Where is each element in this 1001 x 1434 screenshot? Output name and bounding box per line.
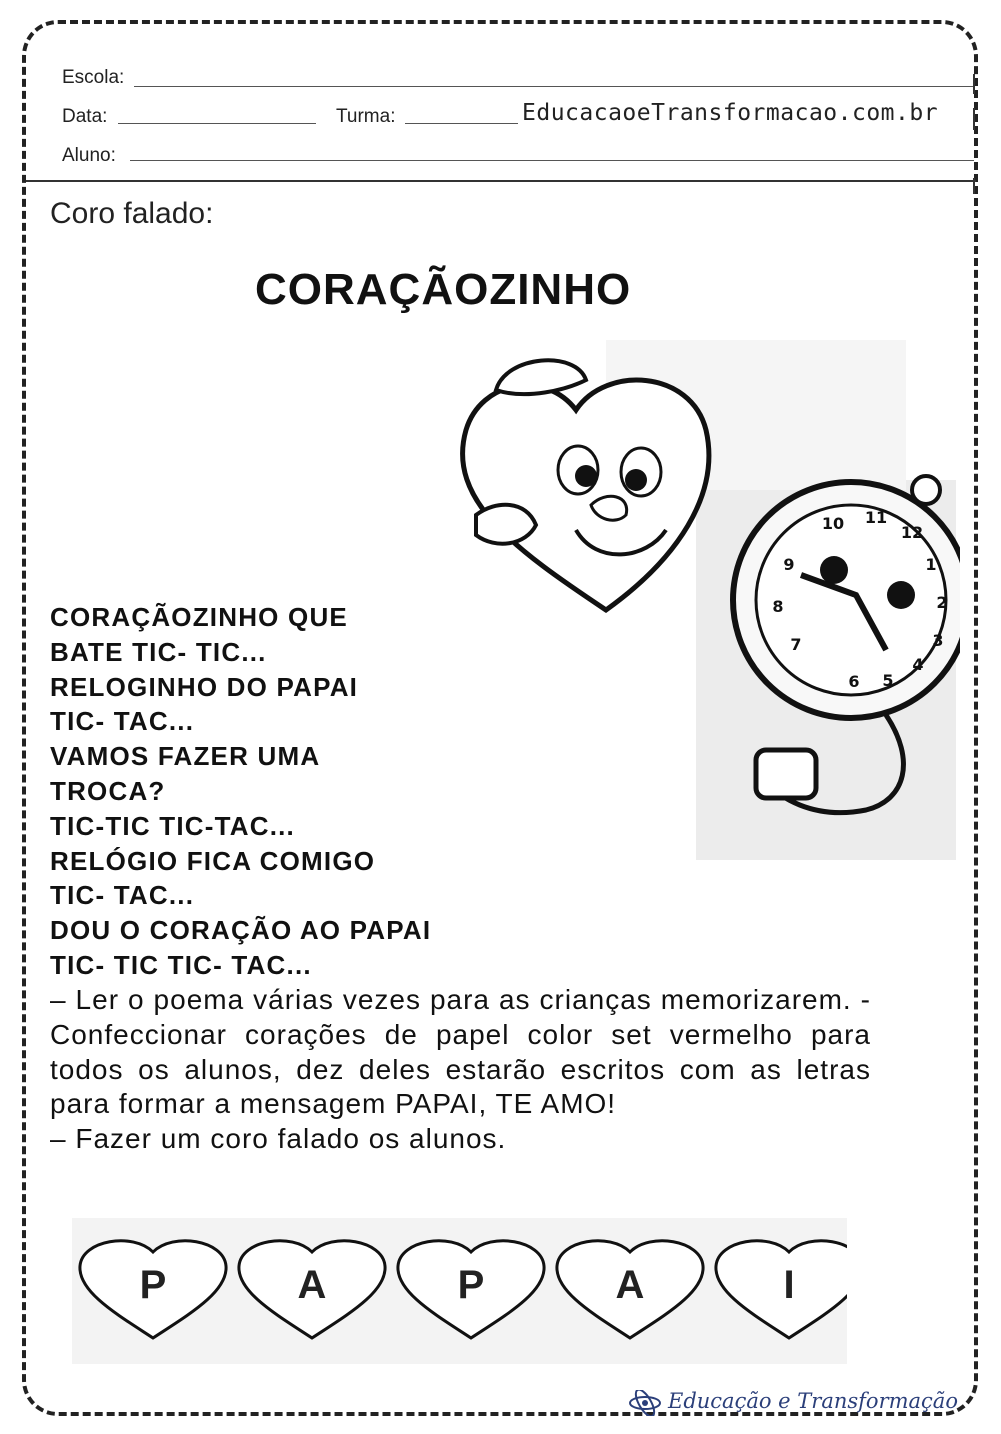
clock-number: 4 (912, 655, 924, 674)
instruction-paragraph: – Fazer um coro falado os alunos. (50, 1123, 507, 1155)
heart-letter: A (615, 1263, 645, 1307)
clock-number: 5 (882, 671, 894, 690)
clock-number: 12 (900, 523, 924, 542)
heart-clock-drawing (456, 330, 960, 860)
margin-tick (973, 74, 975, 94)
school-label: Escola: (62, 67, 125, 88)
clock-number: 6 (848, 672, 860, 691)
poem-line: BATE TIC- TIC... (50, 636, 267, 667)
clock-number: 2 (936, 593, 948, 612)
poem-line: TIC-TIC TIC-TAC... (50, 810, 295, 841)
poem-line: CORAÇÃOZINHO QUE (50, 602, 348, 632)
poem (50, 600, 431, 983)
heart-letter: I (783, 1263, 795, 1307)
activity-subtitle: Coro falado: (50, 197, 214, 230)
date-field[interactable] (118, 123, 316, 124)
clock-number: 1 (925, 555, 937, 574)
class-label: Turma: (336, 106, 396, 127)
heart-letter: P (457, 1263, 485, 1307)
clock-number: 10 (821, 514, 845, 533)
header-divider (26, 180, 976, 182)
clock-number: 9 (783, 555, 795, 574)
footer-logo-text: Educação e Transformação (668, 1389, 958, 1413)
site-url: EducacaoeTransformacao.com.br (522, 100, 939, 126)
poem-line: TROCA? (50, 775, 166, 806)
class-field[interactable] (405, 123, 518, 124)
poem-line: TIC- TAC... (50, 706, 195, 737)
instructions (50, 983, 871, 1157)
atom-logo-icon (628, 1390, 662, 1416)
poem-line: TIC- TAC... (50, 880, 195, 911)
school-field[interactable] (134, 86, 974, 87)
heart-letter: A (297, 1263, 327, 1307)
margin-tick (973, 108, 975, 130)
clock-number: 3 (932, 631, 944, 650)
poem-line: TIC- TIC TIC- TAC... (50, 949, 312, 980)
heart-letter: P (139, 1263, 167, 1307)
clock-number: 7 (790, 635, 802, 654)
clock-number: 11 (864, 508, 888, 527)
student-label: Aluno: (62, 145, 116, 166)
hearts-group (80, 1241, 847, 1338)
clock-number: 8 (772, 597, 784, 616)
poem-line: RELÓGIO FICA COMIGO (50, 845, 376, 876)
letter-hearts (72, 1218, 847, 1364)
poem-line: VAMOS FAZER UMA (50, 741, 321, 772)
student-field[interactable] (130, 160, 974, 161)
instruction-paragraph: – Ler o poema várias vezes para as crianças memorizarem. - Confeccionar corações de papel color set vermelho para todos os alunos, dez deles estarão escritos com as letras para formar a mensagem PAPAI, TE AMO! (50, 984, 871, 1120)
activity-title: CORAÇÃOZINHO (255, 265, 632, 314)
poem-line: RELOGINHO DO PAPAI (50, 671, 359, 702)
footer-logo (628, 1389, 958, 1416)
heart-clock-illustration (456, 330, 960, 860)
date-label: Data: (62, 106, 108, 127)
poem-line: DOU O CORAÇÃO AO PAPAI (50, 915, 432, 946)
heart-shape (716, 1241, 847, 1338)
